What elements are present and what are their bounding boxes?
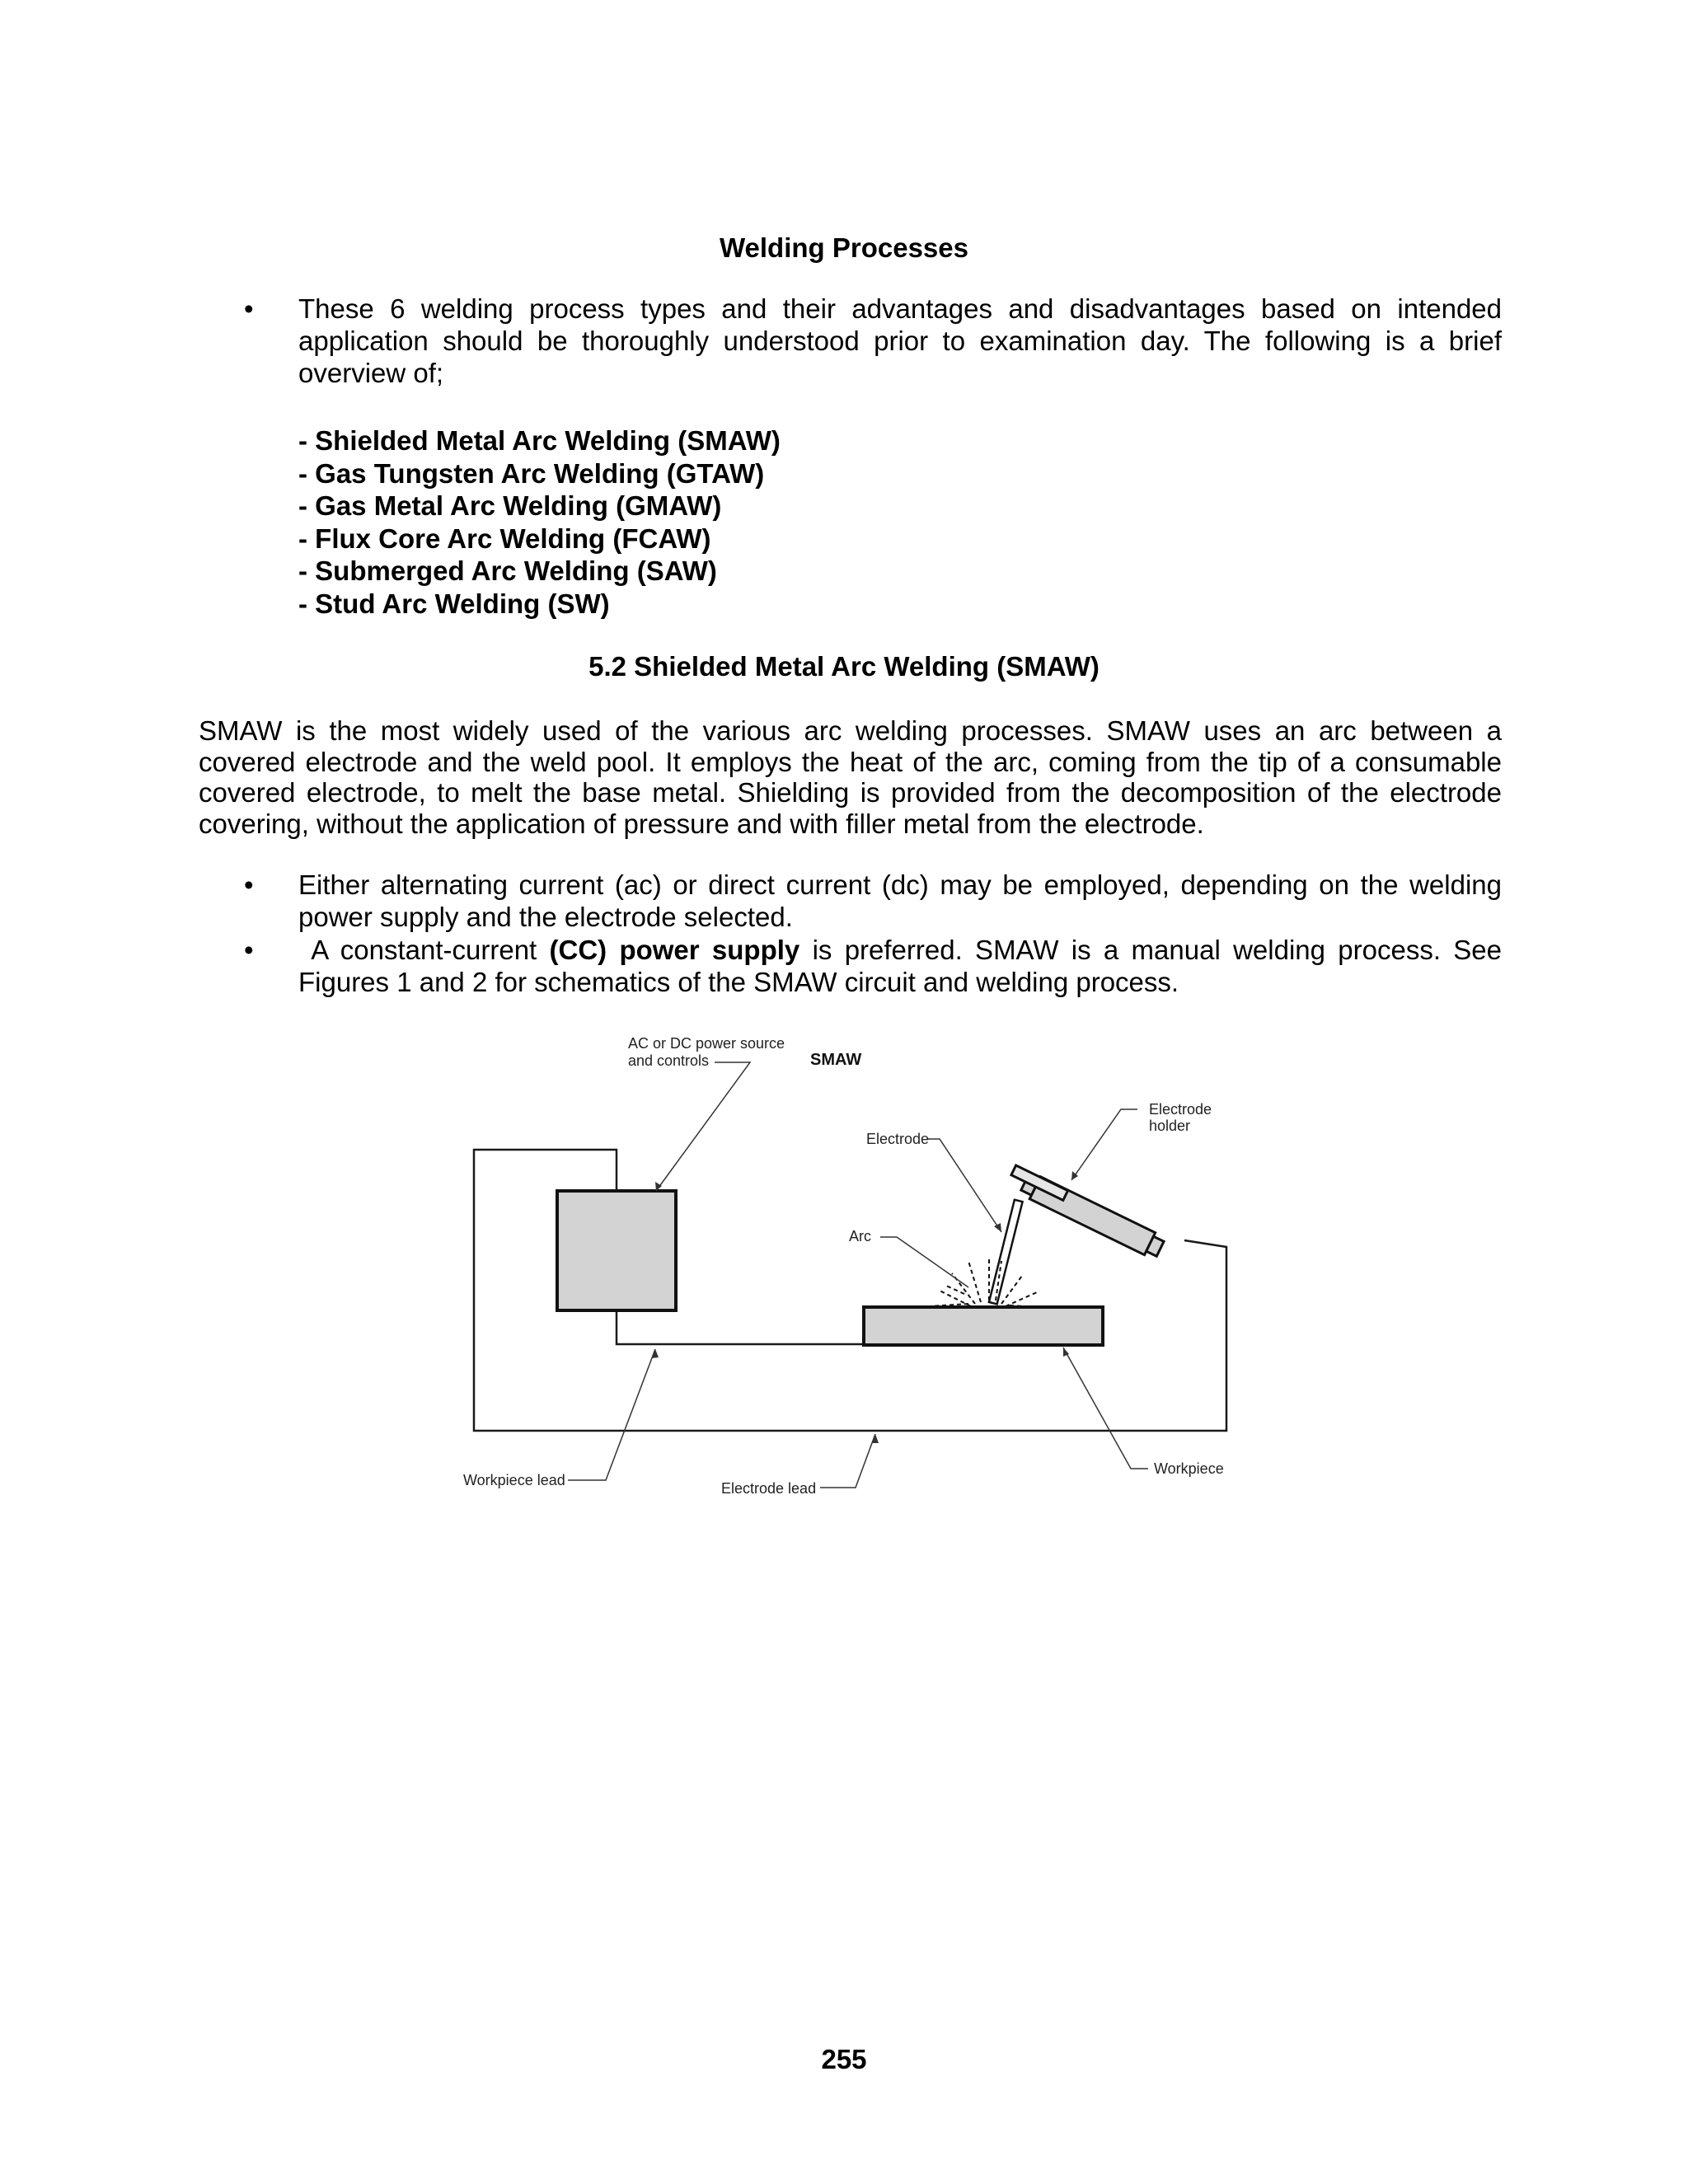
leader-line (820, 1434, 875, 1488)
figure-label: Workpiece (1154, 1460, 1224, 1477)
leader-line (1063, 1347, 1148, 1469)
leader-line (1071, 1109, 1137, 1180)
body-paragraph: SMAW is the most widely used of the various arc welding processes. SMAW uses an arc between a covered electrode and the weld pool. It employs the heat of the arc, coming from the tip of a consumable covered electrode, to melt the base metal. Shielding is provided from the decomposition of the electrode covering, without the application of pressure and with filler metal from the electrode. (199, 715, 1502, 839)
figure-label: Electrode (866, 1131, 930, 1147)
arrowhead (994, 1223, 1001, 1232)
leader-line (927, 1139, 1001, 1232)
figure-label: Electrode lead (721, 1480, 817, 1497)
process-list-item: - Gas Tungsten Arc Welding (GTAW) (298, 457, 765, 489)
figure-label: and controls (628, 1052, 710, 1069)
bullet-marker: • (244, 935, 254, 965)
figure-label: holder (1149, 1118, 1191, 1134)
power-source-box (557, 1191, 676, 1310)
figure-label: AC or DC power source (628, 1035, 785, 1052)
figure-label: Arc (849, 1228, 871, 1244)
bullet-text-bold: (CC) power supply (549, 935, 800, 965)
section-heading: 5.2 Shielded Metal Arc Welding (SMAW) (588, 651, 1100, 682)
workpiece-lead-cable (617, 1310, 864, 1344)
bullet-text: Either alternating current (ac) or direct current (dc) may be employed, depending on the welding power supply and the electrode selected. (298, 869, 1502, 932)
leader-line (880, 1237, 968, 1287)
figure-title: SMAW (810, 1051, 862, 1069)
intro-paragraph: These 6 welding process types and their advantages and disadvantages based on intended application should be thoroughly understood prior to examination day. The following is a brief overview of; (298, 293, 1502, 388)
bullet-text-part: A constant-current (298, 935, 550, 965)
bullet-text-part: is preferred. SMAW is a manual welding process. See Figures 1 and 2 for schematics of the SMAW circuit and welding process. (298, 935, 1510, 997)
figure-label: Electrode (1149, 1101, 1212, 1118)
process-list-item: - Gas Metal Arc Welding (GMAW) (298, 490, 722, 522)
process-list-item: - Shielded Metal Arc Welding (SMAW) (298, 425, 781, 456)
leader-line (568, 1349, 655, 1480)
workpiece-plate (864, 1307, 1103, 1345)
page-heading: Welding Processes (719, 232, 968, 263)
process-list-item: - Stud Arc Welding (SW) (298, 588, 610, 619)
electrode-rod-icon (989, 1200, 1023, 1305)
process-list-item: - Flux Core Arc Welding (FCAW) (298, 523, 711, 554)
page-number: 255 (821, 2044, 867, 2074)
intro-bullet-marker: • (244, 293, 254, 324)
process-list-item: - Submerged Arc Welding (SAW) (298, 555, 717, 587)
arc-sparks-icon (930, 1259, 1040, 1307)
bullet-marker: • (244, 869, 254, 900)
figure-label: Workpiece lead (463, 1472, 565, 1488)
leader-line (656, 1062, 750, 1191)
